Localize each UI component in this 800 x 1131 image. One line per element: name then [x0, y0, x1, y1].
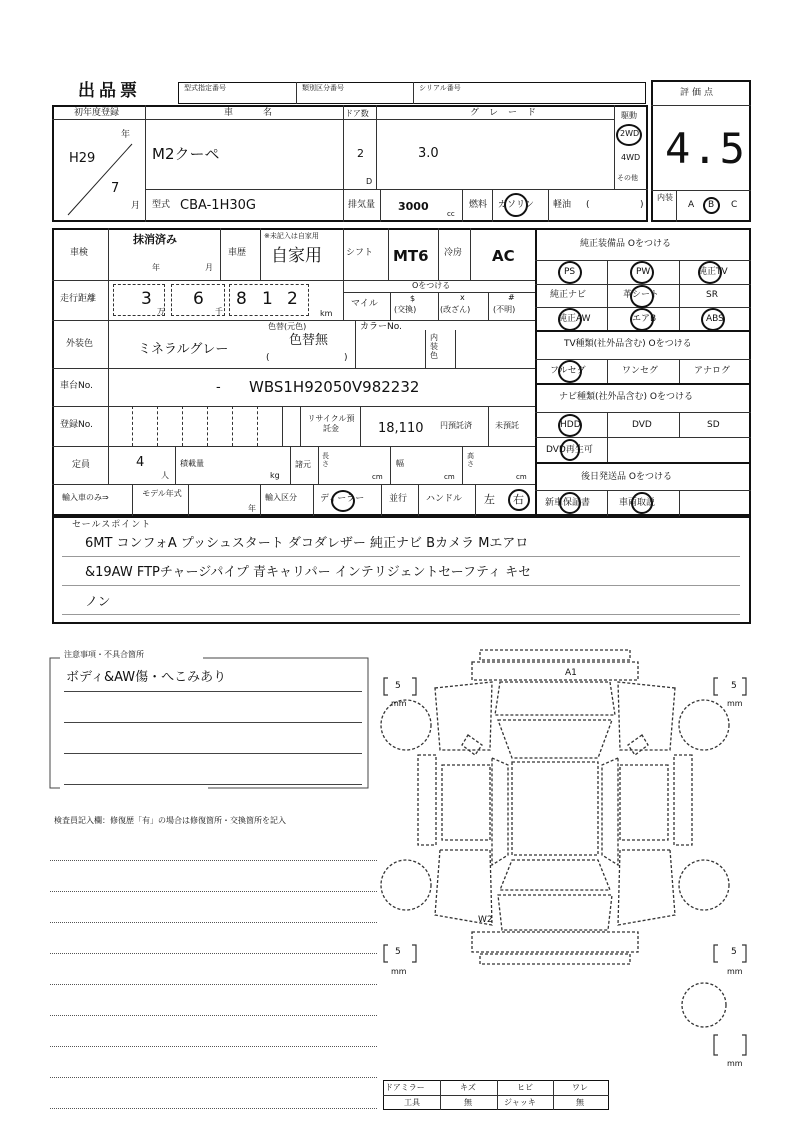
chassis-number: WBS1H92050V982232: [249, 378, 420, 396]
navi-dvd-playback-circle: [560, 439, 580, 461]
legend-jack-value: 無: [576, 1098, 584, 1107]
car-damage-diagram: [380, 640, 755, 1080]
import-label: 輸入車のみ⇒: [62, 493, 109, 502]
grade-value: 3.0: [418, 146, 439, 161]
recycle-label: リサイクル預託金: [307, 414, 355, 433]
mileage-altered: (改ざん): [440, 305, 471, 314]
reg-no-label: 登録No.: [60, 420, 93, 430]
import-parallel: 並行: [389, 494, 408, 504]
recycle-paid: 円預託済: [440, 421, 472, 430]
navi-dvd-playback: DVD再生可: [546, 445, 593, 455]
equip-sr: SR: [706, 290, 718, 300]
notes-label: 注意事項・不具合箇所: [64, 650, 144, 659]
tread-rear-left: 5: [395, 947, 401, 957]
later-title: 後日発送品 Oをつける: [581, 472, 672, 482]
capacity-unit: 人: [161, 471, 169, 480]
drive-option-2wd: 2WD: [620, 129, 640, 138]
mileage-digit-5: 2: [287, 289, 298, 309]
shift-label: シフト: [346, 248, 374, 258]
equip-leather-circle: [630, 285, 654, 308]
equip-ps: PS: [564, 267, 576, 277]
type-number-label: 型式指定番号: [184, 84, 226, 92]
interior-color-label: 内装色: [430, 333, 438, 360]
mileage-unit-man: 万: [157, 307, 165, 316]
equip-pw-circle: [630, 261, 654, 284]
equipment-title: 純正装備品 Oをつける: [580, 239, 671, 249]
mileage-sym-dollar: $: [410, 294, 416, 303]
tread-rear-left-unit: mm: [391, 967, 407, 976]
tv-analog: アナログ: [694, 366, 731, 376]
tv-title: TV種類(社外品含む) Oをつける: [564, 339, 692, 349]
height-unit: cm: [516, 473, 527, 481]
navi-hdd-circle: [558, 414, 582, 437]
fuel-label: 燃料: [469, 200, 488, 210]
recycle-unpaid: 未預託: [495, 421, 519, 430]
tread-rear-right-unit: mm: [727, 967, 743, 976]
color-paren-close: ): [344, 353, 348, 363]
chassis-label: 車台No.: [60, 381, 93, 391]
mileage-sym-hash: #: [508, 293, 515, 302]
import-dealer-circle: [331, 490, 355, 512]
later-manual: 車両取説: [619, 498, 656, 508]
legend-tools: 工具: [404, 1098, 420, 1107]
equip-airbag-circle: [630, 308, 657, 331]
legend-header-scratch: キズ: [460, 1083, 476, 1092]
later-manual-circle: [631, 492, 653, 514]
sales-point-label: セールスポイント: [72, 520, 152, 530]
handle-label: ハンドル: [426, 494, 463, 504]
mileage-unit-km: km: [320, 309, 333, 318]
diagram-mark-a1: A1: [565, 668, 577, 678]
interior-option-c: C: [731, 200, 738, 210]
chassis-dash: -: [216, 380, 221, 395]
doors-value: 2: [357, 147, 364, 160]
import-dealer: ディーラー: [320, 494, 365, 504]
equip-airbag: エアB: [632, 314, 657, 324]
drive-label: 駆動: [621, 111, 637, 120]
mileage-sym-x: x: [460, 293, 465, 302]
color-paren-open: (: [266, 353, 270, 363]
drive-option-other: その他: [617, 174, 638, 182]
registration-slash: [60, 140, 140, 220]
tread-front-right: 5: [731, 681, 737, 691]
model-year-unit: 年: [248, 504, 256, 513]
color-change-label: 色替(元色): [268, 322, 307, 331]
mileage-digit-4: 1: [262, 289, 273, 309]
length-label: 長さ: [322, 452, 329, 468]
sales-line-3: ノン: [85, 595, 111, 610]
inspection-label: 車検: [70, 248, 89, 258]
legend-tools-value: 無: [464, 1098, 472, 1107]
handle-selected-circle: [508, 489, 530, 511]
equip-navi: 純正ナビ: [550, 290, 587, 300]
doors-label: ドア数: [345, 109, 369, 118]
diagram-mark-w2: W2: [478, 915, 493, 925]
equip-aw: 純正AW: [558, 314, 591, 324]
form-title: 出品票: [78, 81, 141, 101]
interior-selected-circle: [703, 197, 720, 214]
load-unit: kg: [270, 471, 280, 480]
color-change-value: 色替無: [289, 333, 329, 348]
legend-header-break: ワレ: [572, 1083, 588, 1092]
rating-score: 4.5: [665, 124, 747, 173]
registration-month-unit: 月: [131, 201, 141, 211]
handle-right: 右: [513, 493, 524, 506]
legend-jack: ジャッキ: [504, 1098, 536, 1107]
sales-line-2: &19AW FTPチャージパイプ 青キャリパー インテリジェントセーフティ キセ: [85, 565, 532, 580]
color-label: 外装色: [66, 339, 94, 349]
usage-note: ※未記入は自家用: [264, 232, 319, 240]
tread-front-left: 5: [395, 681, 401, 691]
mileage-unit-sen: 千: [215, 307, 223, 316]
navi-sd: SD: [707, 420, 720, 430]
fuel-diesel: 軽油: [553, 200, 572, 210]
registration-era-year: H29: [69, 151, 96, 166]
equip-abs-circle: [701, 308, 725, 331]
equip-leather: 革シート: [623, 290, 660, 300]
fuel-paren-close: ): [640, 200, 644, 210]
inspection-value: 抹消済み: [133, 233, 177, 246]
equip-pw: PW: [636, 267, 651, 277]
drive-selected-circle: [616, 124, 642, 146]
tv-fullseg-circle: [558, 360, 582, 383]
handle-left: 左: [484, 493, 495, 506]
capacity-label: 定員: [72, 460, 91, 470]
mileage-unknown: (不明): [493, 305, 516, 314]
header-number-bar: [178, 82, 646, 104]
tread-spare-unit: mm: [727, 1059, 743, 1068]
tread-rear-right: 5: [731, 947, 737, 957]
inspection-month-unit: 月: [205, 263, 213, 272]
navi-hdd: HDD: [560, 420, 581, 430]
rating-label: 評価点: [680, 88, 717, 98]
import-type-label: 輸入区分: [265, 493, 297, 502]
usage-label: 車歴: [228, 248, 247, 258]
recycle-value: 18,110: [378, 421, 424, 436]
serial-number-label: シリアル番号: [419, 84, 461, 92]
registration-month: 7: [111, 181, 120, 196]
fuel-paren-open: (: [586, 200, 590, 210]
color-number-label: カラーNo.: [360, 322, 402, 332]
equip-ps-circle: [558, 261, 582, 284]
equip-aw-circle: [558, 308, 582, 331]
registration-year-unit: 年: [121, 130, 131, 140]
doors-suffix: D: [366, 177, 373, 186]
length-unit: cm: [372, 473, 383, 481]
capacity-value: 4: [136, 455, 145, 470]
model-year-label: モデル年式: [142, 489, 182, 498]
equip-tv: 純正TV: [698, 267, 728, 277]
shift-value: MT6: [393, 247, 429, 265]
legend-header-crack: ヒビ: [517, 1083, 533, 1092]
load-label: 積載量: [180, 459, 204, 468]
tv-oneseg: ワンセグ: [622, 366, 659, 376]
mileage-mile-label: マイル: [351, 299, 378, 309]
width-unit: cm: [444, 473, 455, 481]
mileage-label: 走行距離: [60, 294, 97, 304]
displacement-value: 3000: [398, 200, 429, 213]
mileage-circle-note: Oをつける: [412, 281, 451, 290]
displacement-unit: cc: [447, 210, 455, 218]
notes-line-1: ボディ&AW傷・へこみあり: [66, 670, 227, 685]
width-label: 幅: [396, 459, 404, 468]
fuel-gasoline: ガソリン: [498, 200, 535, 210]
mileage-digit-3: 8: [236, 289, 247, 309]
tread-front-right-unit: mm: [727, 699, 743, 708]
inspection-year-unit: 年: [152, 263, 160, 272]
displacement-label: 排気量: [348, 200, 376, 210]
navi-title: ナビ種類(社外品含む) Oをつける: [559, 392, 693, 402]
aircon-value: AC: [492, 247, 515, 265]
equip-tv-circle: [698, 261, 722, 284]
interior-label: 内装: [657, 193, 673, 202]
interior-option-a: A: [688, 200, 695, 210]
registration-label: 初年度登録: [74, 108, 120, 118]
sales-line-1: 6MT コンフォA プッシュスタート ダコダレザー 純正ナビ Bカメラ Mエアロ: [85, 536, 529, 551]
mileage-digit-2: 6: [193, 289, 204, 309]
grade-label: グレード: [470, 108, 547, 118]
aircon-label: 冷房: [444, 248, 463, 258]
car-name-label: 車名: [224, 108, 303, 118]
category-number-label: 類別区分番号: [302, 84, 344, 92]
interior-option-b: B: [708, 200, 715, 210]
color-value: ミネラルグレー: [138, 342, 229, 357]
tv-fullseg: フルセグ: [550, 366, 586, 376]
navi-dvd: DVD: [632, 420, 652, 430]
mileage-exchanged: (交換): [394, 305, 417, 314]
car-name-value: M2クーペ: [152, 145, 220, 163]
dims-label: 諸元: [295, 460, 311, 469]
mileage-digit-1: 3: [141, 289, 152, 309]
model-label: 型式: [152, 200, 171, 210]
legend-header-mirror: ドアミラー: [385, 1083, 425, 1092]
tread-front-left-unit: mm: [391, 699, 407, 708]
equip-abs: ABS: [706, 314, 724, 324]
height-label: 高さ: [467, 452, 474, 468]
later-warranty-circle: [559, 492, 581, 514]
inspector-label: 検査員記入欄：修復歴「有」の場合は修復箇所・交換箇所を記入: [54, 816, 286, 825]
fuel-selected-circle: [504, 193, 528, 217]
usage-value: 自家用: [271, 246, 322, 266]
later-warranty: 新車保証書: [545, 498, 591, 508]
model-value: CBA-1H30G: [180, 198, 256, 213]
drive-option-4wd: 4WD: [621, 153, 641, 162]
